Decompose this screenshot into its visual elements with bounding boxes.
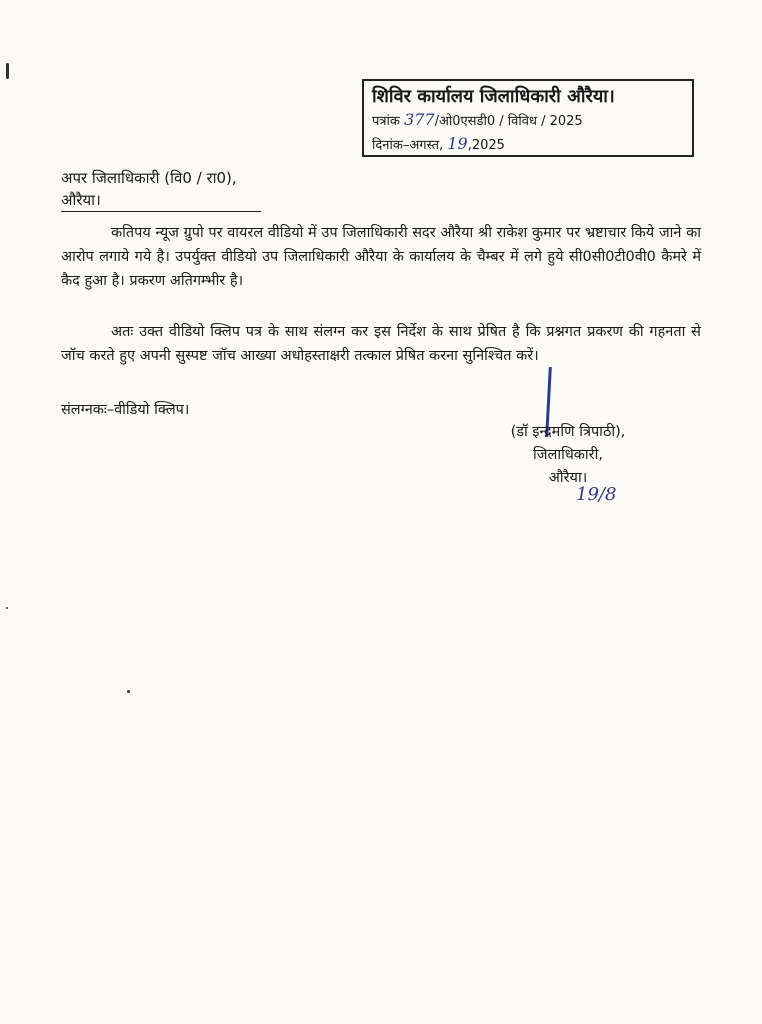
body-paragraph-2: अतः उक्त वीडियो क्लिप पत्र के साथ संलग्न कर इस निर्देश के साथ प्रेषित है कि प्रश्नगत प्रकरण की गहनता से जॉच करते हुए अपनी सुस्पष्ट जॉच आख्या अधोहस्ताक्षरी तत्काल प्रेषित करना सुनिश्चित करें।	[61, 324, 701, 364]
addressee-block	[61, 167, 261, 212]
signature-block	[478, 421, 658, 490]
date-year: ,2025	[467, 138, 505, 153]
date-line	[372, 133, 684, 157]
office-header-box	[362, 79, 694, 157]
office-title: शिविर कार्यालय जिलाधिकारी औरैया।	[372, 86, 615, 107]
reference-prefix: पत्रांक	[372, 114, 400, 129]
reference-suffix: /ओ0एसडी0 / विविध / 2025	[434, 114, 583, 129]
margin-mark	[6, 63, 9, 79]
signatory-name: (डॉ इन्द्रमणि त्रिपाठी),	[510, 424, 626, 440]
handwritten-date: 19/8	[576, 484, 617, 505]
signatory-designation: जिलाधिकारी,	[533, 447, 603, 463]
addressee-designation: अपर जिलाधिकारी (वि0 / रा0),	[61, 169, 237, 187]
reference-number: 377	[404, 110, 435, 129]
date-prefix: दिनांक–अगस्त,	[372, 138, 444, 153]
signatory-place: औरैया।	[548, 470, 588, 486]
dust-speck	[127, 690, 130, 693]
reference-line	[372, 109, 684, 133]
dust-speck	[6, 607, 8, 609]
date-day: 19	[447, 134, 468, 153]
body-paragraph-1: कतिपय न्यूज ग्रुपो पर वायरल वीडियो में उप जिलाधिकारी सदर औरैया श्री राकेश कुमार पर भ्रष्टाचार किये जाने का आरोप लगाये गये है। उपर्युक्त वीडियो उप जिलाधिकारी औरैया के कार्यालय के चैम्बर में लगे हुये सी0सी0टी0वी0 कैमरे में कैद हुआ है। प्रकरण अतिगम्भीर है।	[61, 225, 701, 289]
enclosure-line: संलग्नकः–वीडियो क्लिप।	[61, 402, 190, 418]
addressee-place: औरैया।	[61, 189, 261, 212]
